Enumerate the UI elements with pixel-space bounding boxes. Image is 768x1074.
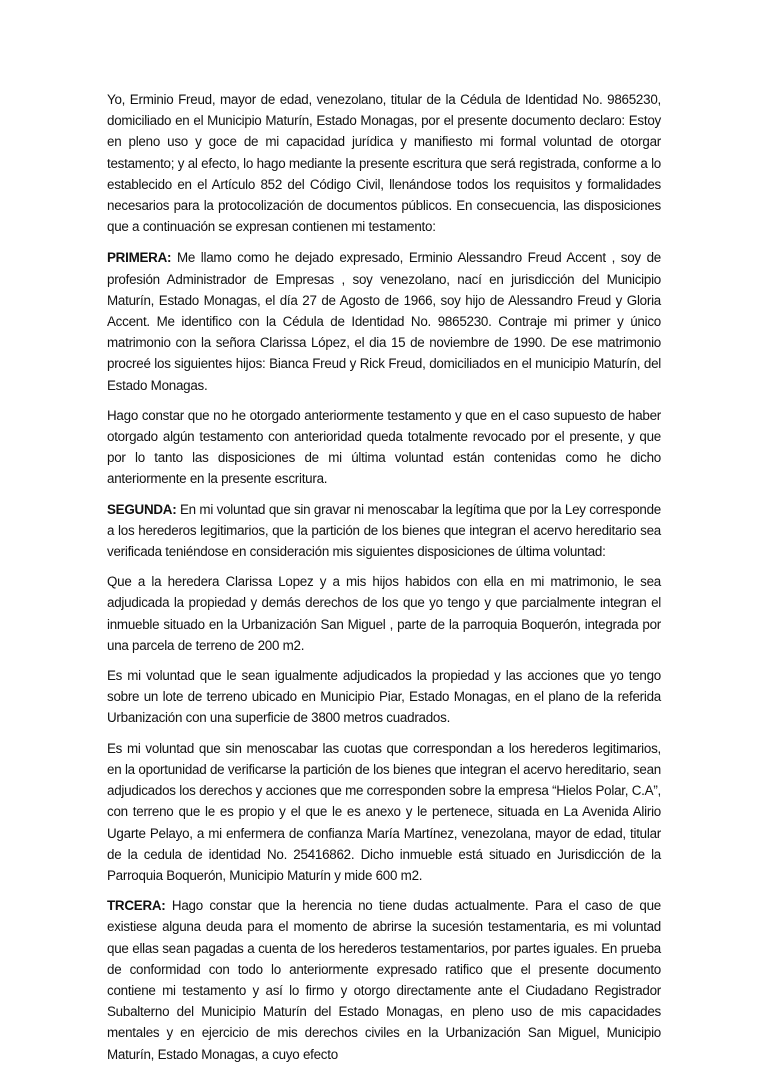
paragraph-hielos-polar	[107, 738, 661, 886]
paragraph-text: Es mi voluntad que sin menoscabar las cuotas que correspondan a los herederos legitimarios, en la oportunidad de verificarse la partición de los bienes que integran el acervo hereditario, sean adjudicados los derechos y acciones que me corresponden sobre la empresa “Hielos Polar, C.A”, con terreno que le es propio y el que le es anexo y le pertenece, situada en La Avenida Alirio Ugarte Pelayo, a mi enfermera de confianza María Martínez, venezolana, mayor de edad, titular de la cedula de identidad No. 25416862. Dicho inmueble está situado en Jurisdicción de la Parroquia Boquerón, Municipio Maturín y mide 600 m2.	[107, 740, 661, 883]
paragraph-text: Yo, Erminio Freud, mayor de edad, venezolano, titular de la Cédula de Identidad No. 9865230, domiciliado en el Municipio Maturín, Estado Monagas, por el presente documento declaro: Estoy en pleno uso y goce de mi capacidad jurídica y manifiesto mi formal voluntad de otorgar testamento; y al efecto, lo hago mediante la presente escritura que será registrada, conforme a lo establecido en el Artículo 852 del Código Civil, llenándose todos los requisitos y formalidades necesarios para la protocolización de documentos públicos. En consecuencia, las disposiciones que a continuación se expresan contienen mi testamento:	[107, 92, 661, 235]
paragraph-heading-tercera: TRCERA:	[107, 898, 166, 914]
paragraph-revocation	[107, 405, 661, 490]
paragraph-text: En mi voluntad que sin gravar ni menoscabar la legítima que por la Ley corresponde a los herederos legitimarios, que la partición de los bienes que integran el acervo hereditario sea verificada teniéndose en consideración mis siguientes disposiciones de última voluntad:	[107, 501, 661, 560]
paragraph-heading-segunda: SEGUNDA:	[107, 501, 177, 517]
paragraph-heading-primera: PRIMERA:	[107, 250, 172, 266]
paragraph-primera	[107, 247, 661, 395]
paragraph-text: Es mi voluntad que le sean igualmente adjudicados la propiedad y las acciones que yo tengo sobre un lote de terreno ubicado en Municipio Piar, Estado Monagas, en el plano de la referida Urbanización con una superficie de 3800 metros cuadrados.	[107, 668, 661, 726]
paragraph-heir-clarissa	[107, 571, 661, 656]
document-page	[107, 89, 661, 1074]
paragraph-text: Hago constar que no he otorgado anteriormente testamento y que en el caso supuesto de haber otorgado algún testamento con anterioridad queda totalmente revocado por el presente, y que por lo tanto las disposiciones de mi última voluntad están contenidas como he dicho anteriormente en la presente escritura.	[107, 407, 661, 487]
paragraph-lote-terreno	[107, 665, 661, 729]
paragraph-intro	[107, 89, 661, 237]
paragraph-text: Que a la heredera Clarissa Lopez y a mis hijos habidos con ella en mi matrimonio, le sea adjudicada la propiedad y demás derechos de los que yo tengo y que parcialmente integran el inmueble situado en la Urbanización San Miguel , parte de la parroquia Boquerón, integrada por una parcela de terreno de 200 m2.	[107, 574, 661, 653]
paragraph-text: Me llamo como he dejado expresado, Erminio Alessandro Freud Accent , soy de profesión Administrador de Empresas , soy venezolano, nací en jurisdicción del Municipio Maturín, Estado Monagas, el día 27 de Agosto de 1966, soy hijo de Alessandro Freud y Gloria Accent. Me identifico con la Cédula de Identidad No. 9865230. Contraje mi primer y único matrimonio con la señora Clarissa López, el dia 15 de noviembre de 1990. De ese matrimonio procreé los siguientes hijos: Bianca Freud y Rick Freud, domiciliados en el municipio Maturín, del Estado Monagas.	[107, 250, 661, 393]
paragraph-text: Hago constar que la herencia no tiene dudas actualmente. Para el caso de que existiese alguna deuda para el momento de abrirse la sucesión testamentaria, es mi voluntad que ellas sean pagadas a cuenta de los herederos testamentarios, por partes iguales. En prueba de conformidad con todo lo anteriormente expresado ratifico que el presente documento contiene mi testamento y así lo firmo y otorgo directamente ante el Ciudadano Registrador Subalterno del Municipio Maturín del Estado Monagas, en pleno uso de mis capacidades mentales y en ejercicio de mis derechos civiles en la Urbanización San Miguel, Municipio Maturín, Estado Monagas, a cuyo efecto	[107, 898, 661, 1062]
paragraph-segunda	[107, 499, 661, 563]
paragraph-tercera	[107, 895, 661, 1065]
